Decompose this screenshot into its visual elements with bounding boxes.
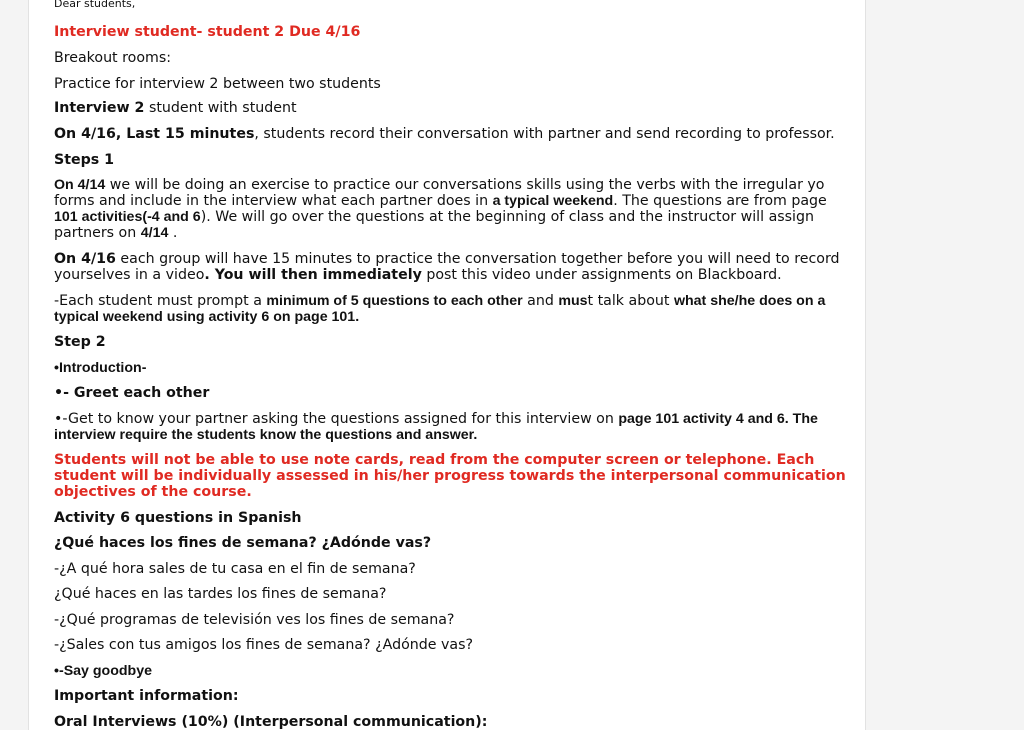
paragraph-on-4-16 [54,251,854,283]
para2-text-b: post this video under assignments on Blackboard. [421,267,782,283]
greet-bullet: •- Greet each other [54,385,210,401]
record-rest: , students record their conversation with partner and send recording to professor. [254,126,835,142]
para1-text-a: we will be doing an exercise to practice our conversations skills using the verbs with the irregular yo forms and include in the interview what each partner does in [54,177,825,209]
date-4-14-end: 4/14 [140,225,169,241]
breakout-rooms-text: Breakout rooms: [54,50,172,66]
immediately-bold: . You will then immediately [204,267,422,283]
step-2-heading: Step 2 [54,334,106,350]
para3-text-e: t talk about [587,293,674,309]
practice-text: Practice for interview 2 between two students [54,76,381,92]
question-item: ¿Qué haces en las tardes los fines de semana? [54,586,387,602]
must-bold: mus [558,293,588,309]
assignment-heading: Interview student- student 2 Due 4/16 [54,24,361,40]
interview-2-line [54,100,297,116]
steps-1-heading: Steps 1 [54,152,115,168]
goodbye-bullet: •-Say goodbye [54,663,152,679]
main-question: ¿Qué haces los fines de semana? ¿Adónde vas? [54,535,432,551]
warning-paragraph: Students will not be able to use note cards, read from the computer screen or telephone. Each student will be individually assessed in his/her progress towards the interpersonal communication objectives of the course. [54,452,846,500]
question-item: -¿Sales con tus amigos los fines de semana? ¿Adónde vas? [54,637,474,653]
page-101-bold: page 101 activity 4 and 6. The interview require the students know the questions and answer. [54,411,818,443]
record-instructions [54,126,835,142]
para3-text-c: and [522,293,559,309]
date-4-16: On 4/16 [54,251,116,267]
interview-2-rest: student with student [144,100,297,116]
minimum-questions-bold: minimum of 5 questions to each other [266,293,523,309]
para1-text-b: . The questions are from page [613,193,827,209]
record-date-label: On 4/16, Last 15 minutes [54,126,255,142]
question-item: -¿Qué programas de televisión ves los fines de semana? [54,612,455,628]
paragraph-on-4-14 [54,177,854,241]
para2-text-a: each group will have 15 minutes to practice the conversation together before you will need to record yourselves in a video [54,251,840,283]
typical-weekend-bold: a typical weekend [492,193,614,209]
paragraph-minimum-questions [54,293,854,325]
oral-interviews-heading: Oral Interviews (10%) (Interpersonal communication): [54,714,488,730]
question-item: -¿A qué hora sales de tu casa en el fin de semana? [54,561,416,577]
para1-text-c: ). We will go over the questions at the beginning of class and the instructor will assign partners on [54,209,814,241]
activities-bold: 101 activities(-4 and 6 [54,209,201,225]
para3-text-a: -Each student must prompt a [54,293,267,309]
date-4-14: On 4/14 [54,177,106,193]
interview-2-label: Interview 2 [54,100,145,116]
important-info-heading: Important information: [54,688,239,704]
activity-6-heading: Activity 6 questions in Spanish [54,510,302,526]
greeting-text: Dear students, [54,0,136,10]
introduction-bullet: •Introduction- [54,360,147,376]
get-to-know-bullet [54,411,854,443]
para1-text-d: . [168,225,178,241]
get-to-know-text: •-Get to know your partner asking the questions assigned for this interview on [54,411,619,427]
typical-weekend-activity-bold: what she/he does on a typical weekend using activity 6 on page 101. [54,293,826,325]
